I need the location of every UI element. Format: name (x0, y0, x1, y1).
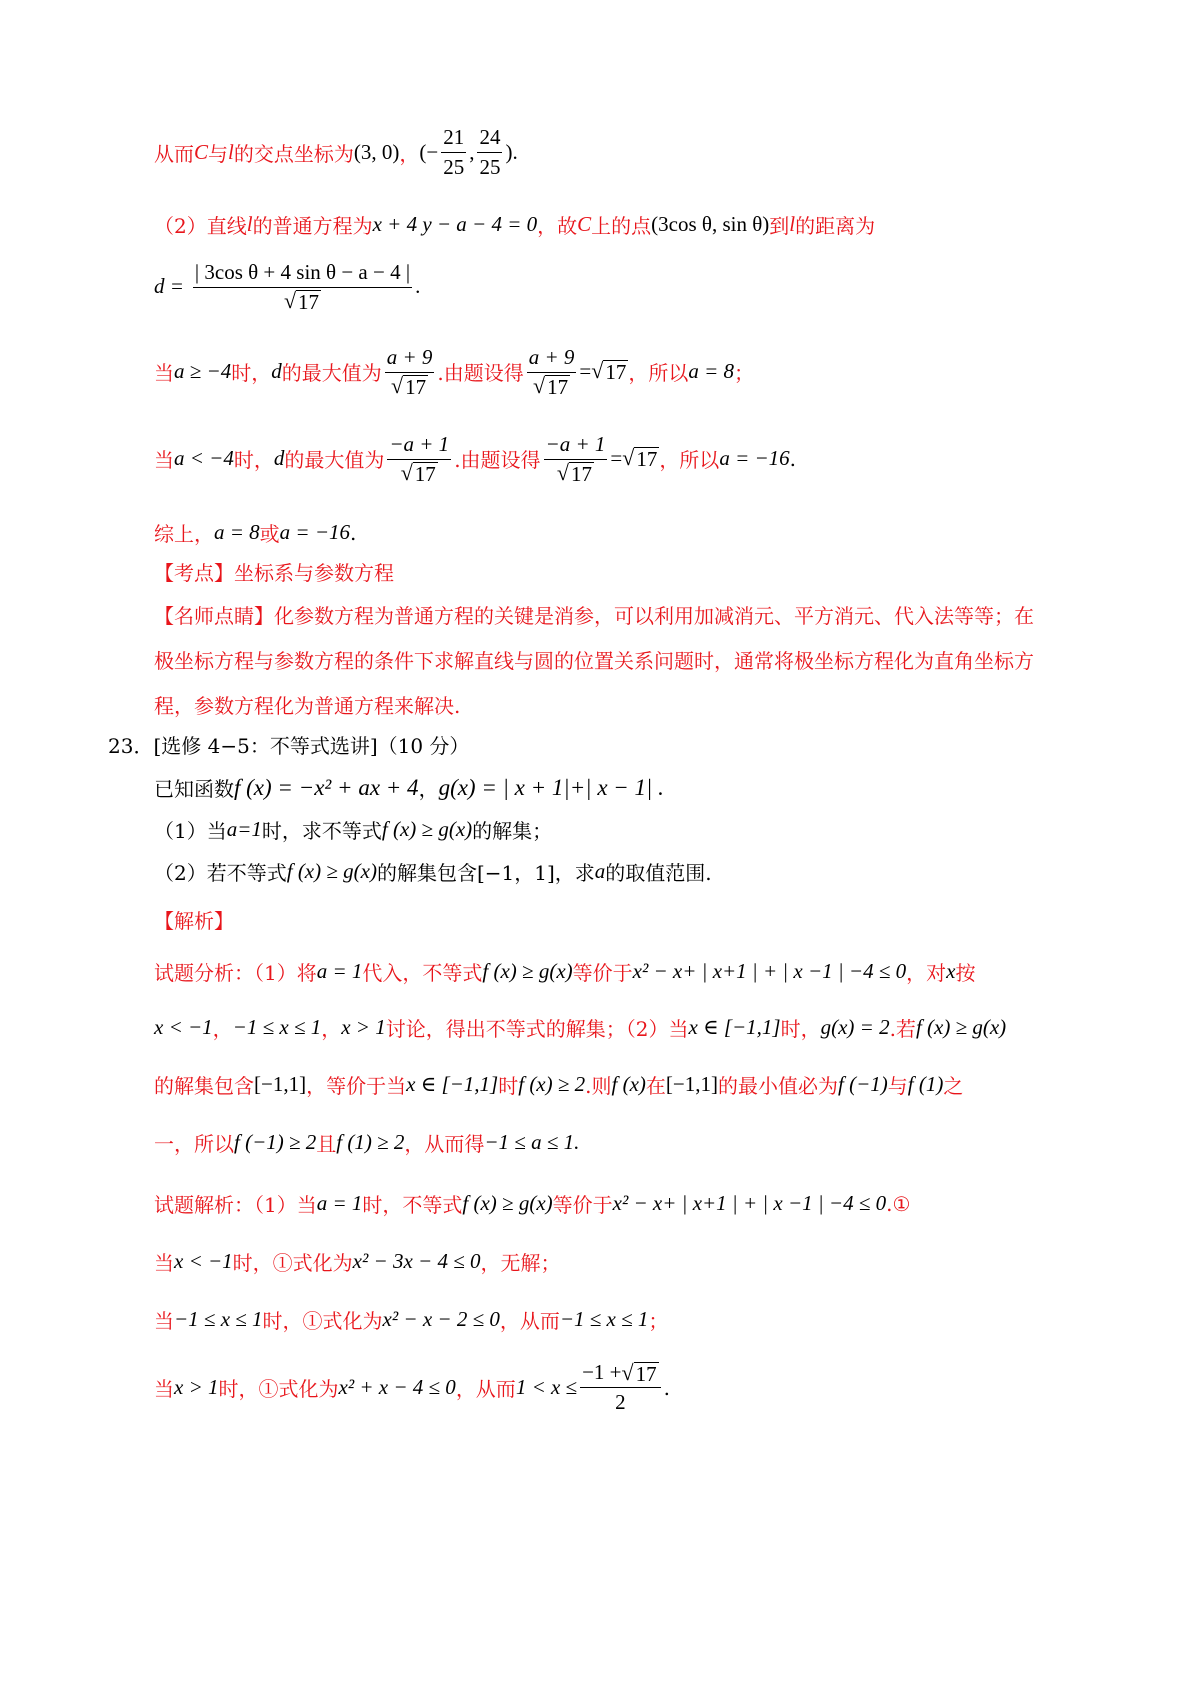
sqrt-17: √ 17 (622, 445, 658, 471)
var-l: l (228, 140, 234, 164)
math: x² − 3x − 4 ≤ 0 (352, 1249, 481, 1273)
math: x² + x − 4 ≤ 0 (338, 1375, 456, 1399)
mingshi-text: 化参数方程为普通方程的关键是消参，可以利用加减消元、平方消元、代入法等等；在 (274, 604, 1034, 628)
a-value: a=1 (226, 817, 262, 841)
text: 时，不等式 (362, 1193, 463, 1217)
solution-line-3 (154, 1305, 668, 1334)
text: 从而 (154, 142, 194, 166)
text: 到 (769, 214, 790, 238)
num: 21 (443, 125, 465, 149)
text: 的最大值为 (284, 448, 385, 473)
solution-line-4 (154, 1360, 670, 1415)
text: 等价于 (552, 1193, 613, 1217)
text: 时， (233, 448, 274, 473)
num: −a + 1 (545, 432, 606, 456)
q23-part1 (154, 815, 552, 844)
text: .若 (889, 1017, 916, 1041)
text: ，等价于当 (306, 1074, 407, 1098)
radicand: 17 (571, 462, 592, 486)
sep: ， (399, 142, 420, 166)
math: [−1,1] (665, 1072, 719, 1096)
text: 等价于 (572, 961, 633, 985)
radicand: 17 (298, 290, 320, 314)
text: 已知函数 (154, 777, 234, 801)
function-g: g(x) = | x + 1|+| x − 1| . (438, 774, 664, 800)
close: ). (505, 140, 518, 164)
num: a + 9 (528, 345, 575, 369)
dot: . (663, 1375, 670, 1400)
math: f (x) ≥ g(x) (915, 1015, 1007, 1039)
math: f (1) (907, 1072, 944, 1096)
var-d: d (273, 446, 285, 471)
var-a: a (594, 859, 606, 883)
text: 的解集； (472, 819, 553, 843)
fraction: −a + 1 √ 17 (545, 432, 606, 486)
math: a = 1 (316, 959, 363, 983)
q23-part2 (154, 857, 712, 886)
case-a-lt-neg4 (154, 432, 796, 485)
radicand: 17 (605, 360, 627, 384)
math: x > 1 (174, 1375, 219, 1399)
text: 按 (955, 961, 976, 985)
condition: a ≥ −4 (174, 359, 232, 384)
q23-header (108, 730, 469, 759)
text: 且 (316, 1132, 337, 1156)
text: 当 (154, 1251, 174, 1275)
analysis-line-3 (154, 1070, 963, 1099)
dot: . (415, 274, 421, 299)
text: 与 (208, 142, 229, 166)
fraction-21-25 (441, 125, 466, 180)
text: 时， (780, 1017, 821, 1041)
distance-formula (154, 260, 420, 313)
final-fraction (580, 1360, 661, 1415)
sqrt-17: √ 17 (283, 288, 320, 314)
text: 一，所以 (154, 1132, 234, 1156)
mingshi-tag: 【名师点睛】 (154, 604, 274, 628)
text: 试题分析：（1）将 (154, 961, 317, 985)
var-l: l (789, 212, 796, 236)
analysis-line-2 (154, 1013, 1006, 1042)
text: ； (734, 361, 754, 386)
text: 时， (231, 361, 272, 386)
open-neg: (− (419, 140, 439, 164)
intersection-line (154, 125, 518, 180)
text: ，所以 (659, 448, 720, 473)
distance-fraction (193, 260, 412, 313)
text: 的解集包含[−1，1]，求 (376, 861, 595, 885)
text: ，无解； (480, 1251, 561, 1275)
math: x > 1 (341, 1015, 386, 1039)
kaodian-text: 【考点】坐标系与参数方程 (154, 561, 394, 585)
math: x² − x+ | x+1 | + | x −1 | −4 ≤ 0 (612, 1191, 887, 1215)
num: | 3cos θ + 4 sin θ − a − 4 | (194, 260, 411, 284)
text: （2）若不等式 (154, 861, 287, 885)
num-text: −1 + (582, 1360, 622, 1384)
math: f (−1) ≥ 2 (234, 1130, 317, 1154)
radicand: 17 (635, 1361, 657, 1386)
num: a + 9 (386, 345, 433, 369)
analysis-tag-text: 【解析】 (154, 909, 234, 933)
text: 的最小值必为 (718, 1074, 839, 1098)
text: 或 (259, 522, 280, 546)
result-2: a = −16 (279, 520, 351, 544)
math: −1 ≤ x ≤ 1 (174, 1307, 263, 1331)
num: −1 + √ 17 (582, 1359, 657, 1386)
point-1: (3, 0) (353, 140, 400, 164)
fraction: −a + 1 √ 17 (389, 432, 450, 486)
text: .① (886, 1191, 911, 1216)
dot: . (350, 520, 357, 545)
line-equation: x + 4 y − a − 4 = 0 (372, 212, 538, 236)
fraction-24-25 (477, 125, 502, 180)
analysis-line-4 (154, 1128, 579, 1157)
text: ； (648, 1309, 669, 1333)
math: −1 ≤ x ≤ 1 (232, 1015, 322, 1039)
text: 在 (645, 1074, 666, 1098)
text: 上的点 (591, 214, 652, 238)
den: 2 (615, 1390, 626, 1414)
text: 的距离为 (795, 214, 876, 238)
solution-line-1 (154, 1189, 910, 1218)
text: 当 (154, 1377, 174, 1401)
text: 与 (887, 1074, 908, 1098)
text: ，从而 (499, 1309, 560, 1333)
text: 当 (154, 361, 174, 386)
text: .由题设得 (437, 361, 524, 386)
mingshi-text: 程，参数方程化为普通方程来解决. (154, 694, 461, 718)
kaodian (154, 557, 394, 586)
solution-line-2 (154, 1247, 560, 1276)
equals: = (610, 446, 623, 471)
radicand: 17 (636, 447, 658, 471)
d-eq: d = (154, 274, 184, 299)
text: 的最大值为 (281, 361, 382, 386)
text: ，故 (537, 214, 578, 238)
result-1: a = 8 (214, 520, 260, 544)
question-header: [选修 4−5：不等式选讲]（10 分） (153, 734, 470, 758)
var-d: d (271, 359, 282, 384)
text: 当 (154, 1309, 174, 1333)
text: 的交点坐标为 (233, 142, 354, 166)
text: 时，求不等式 (261, 819, 382, 843)
function-f: f (x) = −x² + ax + 4 (234, 774, 419, 800)
math: f (x) ≥ 2 (518, 1072, 586, 1096)
text: 时，①式化为 (262, 1309, 383, 1333)
var-C: C (577, 212, 592, 236)
num: −a + 1 (389, 432, 450, 456)
math: x ∈ [−1,1] (406, 1072, 499, 1096)
result: a = 8 (688, 359, 734, 384)
fraction: a + 9 √ 17 (386, 345, 433, 399)
summary-line (154, 518, 356, 547)
text: 时，①式化为 (232, 1251, 353, 1275)
mingshi-line-3 (154, 690, 460, 719)
num: 24 (479, 125, 501, 149)
inequality: f (x) ≥ g(x) (381, 817, 473, 841)
text: ，从而得 (404, 1132, 485, 1156)
text: 代入，不等式 (362, 961, 483, 985)
text: 时，①式化为 (218, 1377, 339, 1401)
radicand: 17 (405, 375, 427, 399)
var-C: C (194, 140, 209, 164)
sep: ， (418, 777, 439, 801)
fraction: a + 9 √ 17 (528, 345, 575, 399)
text: 的普通方程为 (252, 214, 373, 238)
text: （2）直线 (154, 214, 247, 238)
text: 讨论，得出不等式的解集；（2）当 (385, 1017, 689, 1041)
text: 试题解析：（1）当 (154, 1193, 317, 1217)
text: （1）当 (154, 819, 227, 843)
text: ， (321, 1017, 342, 1041)
math: x² − x − 2 ≤ 0 (382, 1307, 500, 1331)
math: x < −1 (174, 1249, 233, 1273)
math: f (1) ≥ 2 (336, 1130, 405, 1154)
mingshi-line-2 (154, 645, 1034, 674)
condition: a < −4 (174, 446, 234, 471)
math: x ∈ [−1,1] (688, 1015, 781, 1039)
math: x < −1 (154, 1015, 213, 1039)
var-l: l (246, 212, 253, 236)
math: [−1,1] (254, 1072, 307, 1096)
text: 的解集包含 (154, 1074, 254, 1098)
q23-stem (154, 773, 664, 802)
question-number: 23． (108, 734, 154, 758)
text: .则 (585, 1074, 612, 1098)
point: (3cos θ, sin θ) (651, 212, 770, 236)
math: −1 ≤ x ≤ 1 (559, 1307, 649, 1331)
math: 1 < x ≤ (515, 1375, 578, 1399)
math: −1 ≤ a ≤ 1. (484, 1130, 580, 1154)
text: 的取值范围. (605, 861, 712, 885)
text: ，对 (906, 961, 947, 985)
inequality: f (x) ≥ g(x) (286, 859, 377, 883)
case-a-ge-neg4 (154, 345, 754, 398)
text: ，所以 (628, 361, 689, 386)
sqrt-17: √ 17 (591, 358, 627, 384)
text: 当 (154, 448, 174, 473)
text: 时 (498, 1074, 519, 1098)
result: a = −16 (719, 446, 790, 471)
equals: = (579, 359, 592, 384)
radicand: 17 (547, 375, 569, 399)
math: g(x) = 2 (820, 1015, 890, 1039)
text: 之 (943, 1074, 964, 1098)
den: 25 (479, 155, 501, 179)
math: a = 1 (316, 1191, 363, 1215)
math: f (x) ≥ g(x) (462, 1191, 553, 1215)
line-equation-line (154, 210, 875, 239)
den: 25 (443, 155, 465, 179)
text: .由题设得 (454, 448, 541, 473)
text: ， (212, 1017, 233, 1041)
math: f (−1) (838, 1072, 888, 1096)
analysis-line-1 (154, 957, 975, 986)
comma: , (469, 140, 475, 164)
analysis-tag (154, 905, 234, 934)
radicand: 17 (414, 462, 436, 486)
dot: . (789, 446, 797, 471)
math: f (x) ≥ g(x) (482, 959, 573, 983)
math: f (x) (611, 1072, 646, 1096)
mingshi-text: 极坐标方程与参数方程的条件下求解直线与圆的位置关系问题时，通常将极坐标方程化为直角坐标方 (154, 649, 1034, 673)
text: 综上， (154, 522, 214, 546)
math: x (946, 959, 956, 983)
math: x² − x+ | x+1 | + | x −1 | −4 ≤ 0 (632, 959, 907, 983)
mingshi-line-1 (154, 600, 1034, 629)
text: ，从而 (455, 1377, 516, 1401)
